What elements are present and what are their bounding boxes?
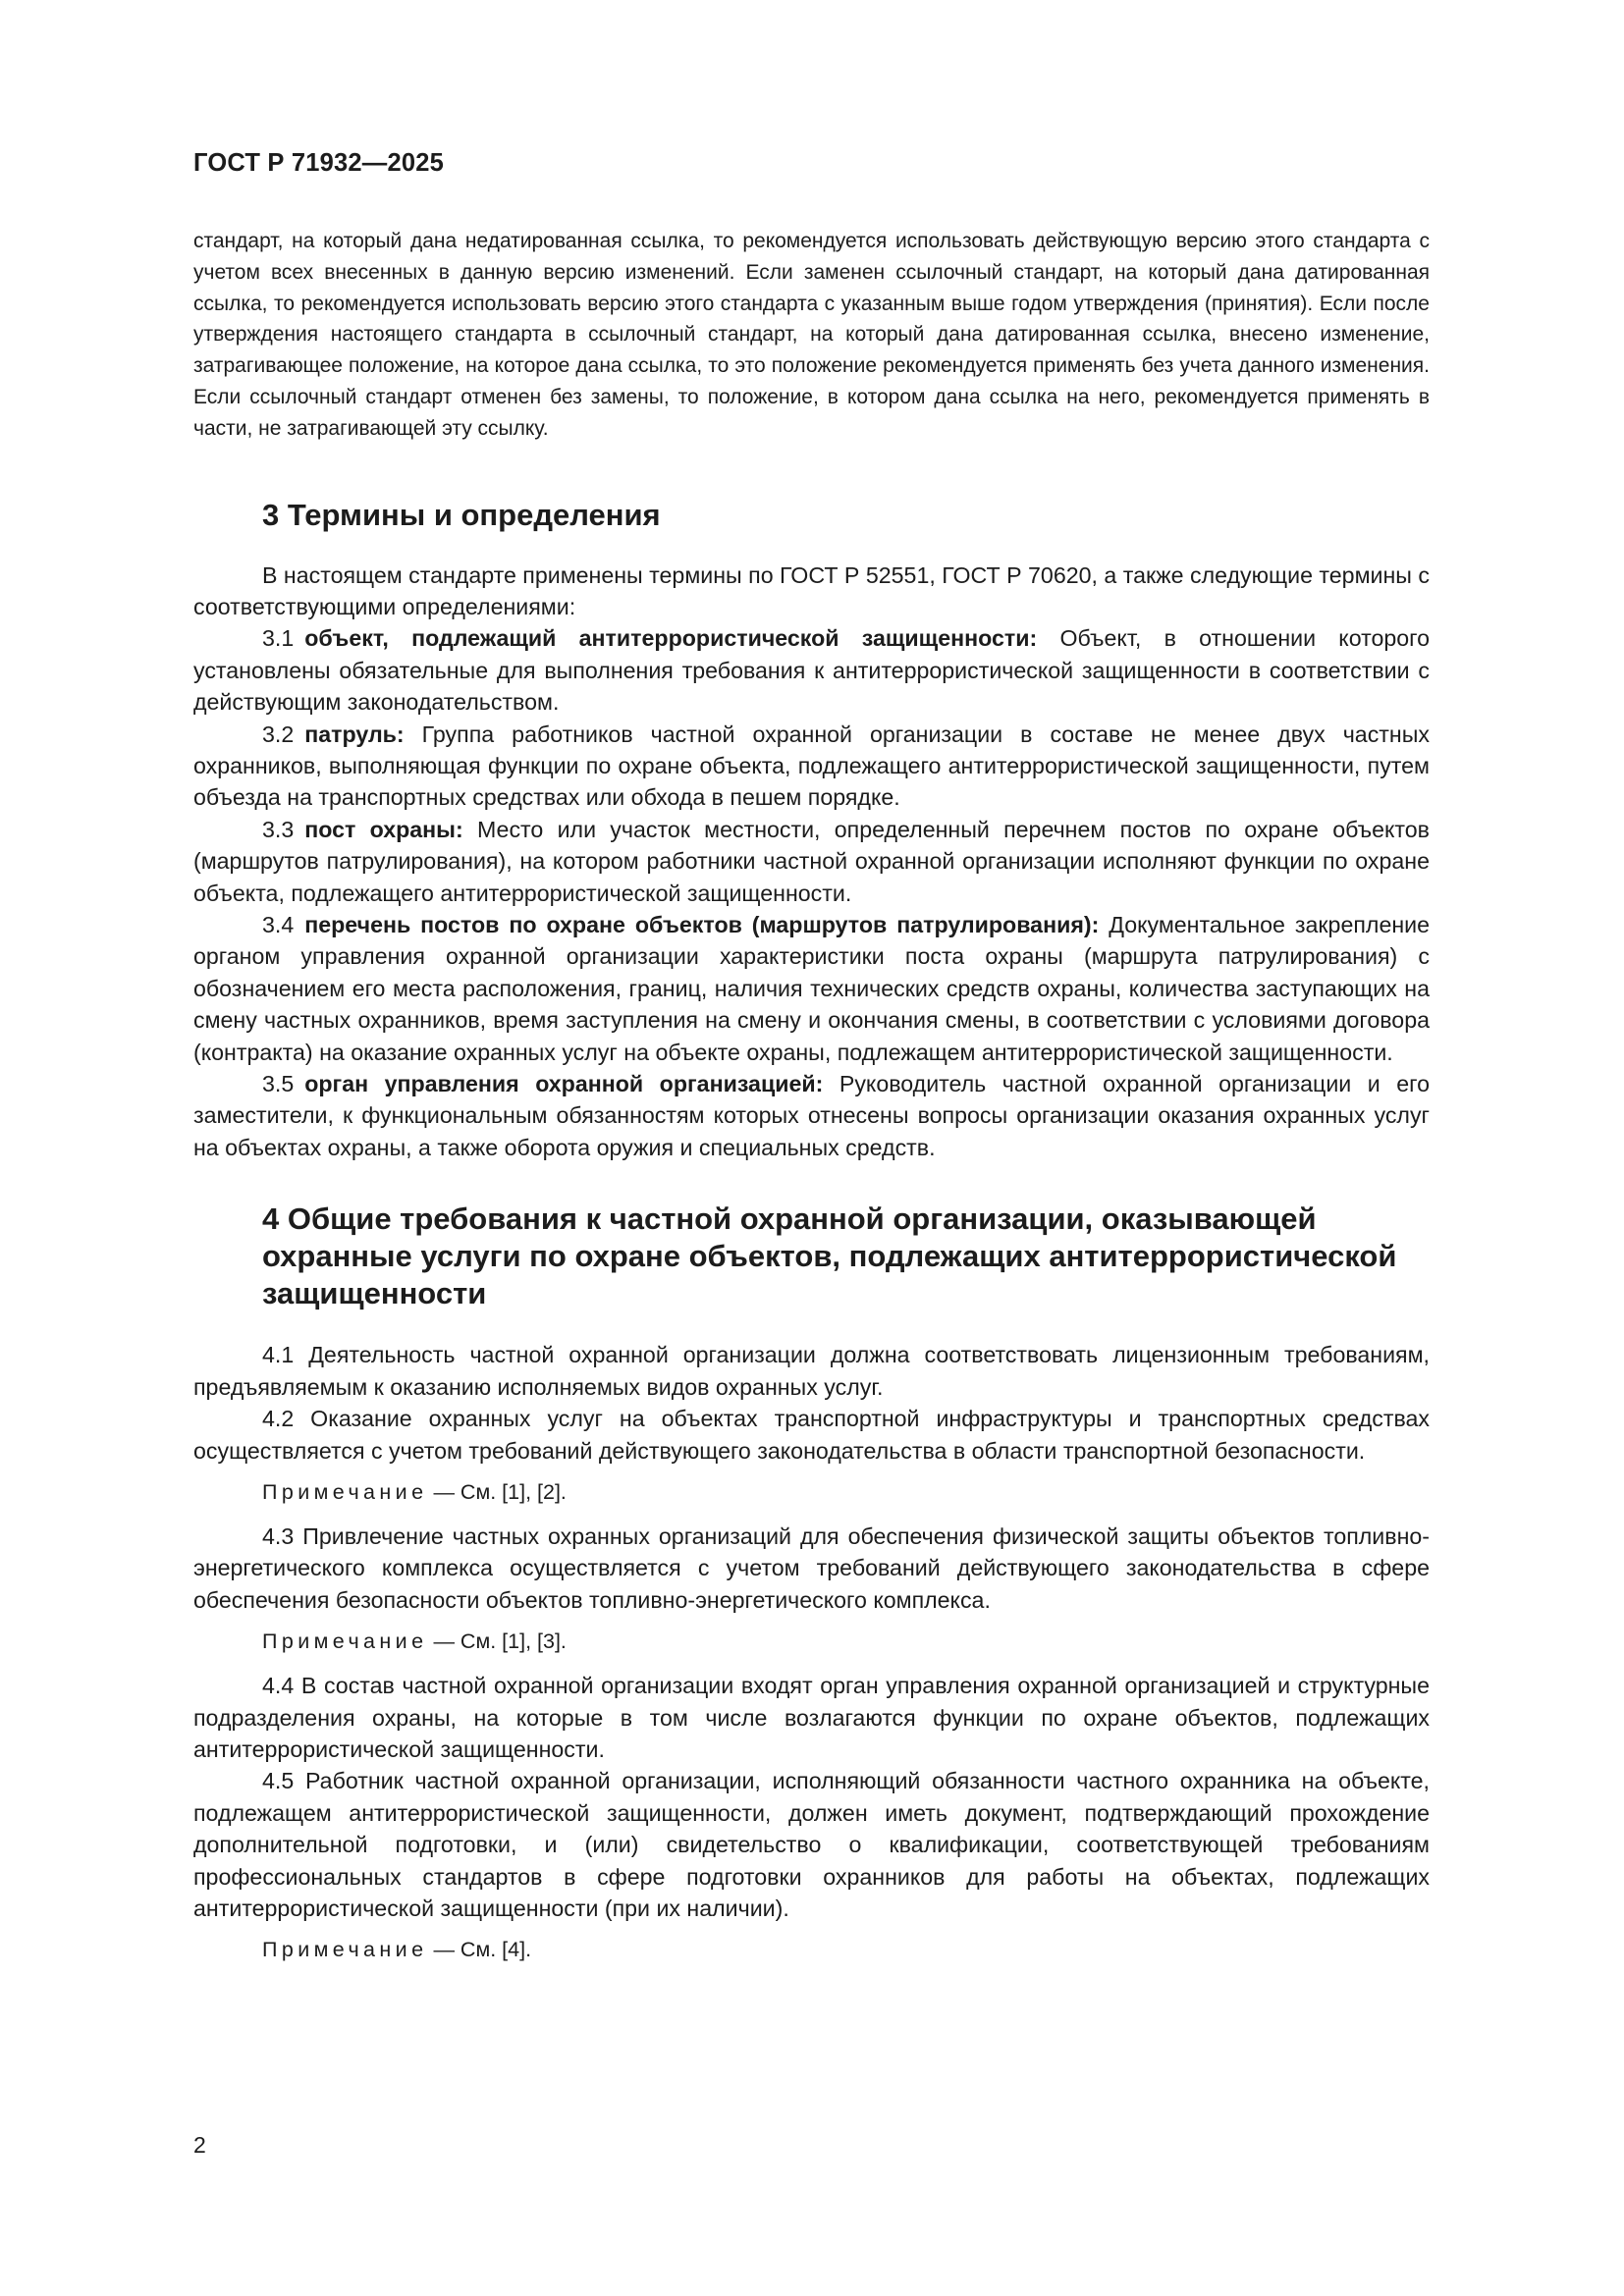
term-definition: Место или участок местности, определенный перечнем постов по охране объектов (маршрутов патрулирования), на котором работники частной охранной организации исполняют функции по охране объекта, подлежащего антитеррористической защищенности. [193,816,1430,906]
section-4-heading: 4 Общие требования к частной охранной организации, оказывающей охранные услуги по охране объектов, подлежащих антитеррористической защищенности [262,1201,1397,1311]
note-4-3 [193,1627,1430,1656]
note-reference: — См. [4]. [433,1938,532,1962]
section-3-intro: В настоящем стандарте применены термины по ГОСТ Р 52551, ГОСТ Р 70620, а также следующие термины с соответствующими определениями: [193,561,1430,619]
clause-4-1: 4.1 Деятельность частной охранной организации должна соответствовать лицензионным требованиям, предъявляемым к оказанию исполняемых видов охранных услуг. [193,1342,1430,1400]
term-name: орган управления охранной организацией: [304,1071,824,1097]
term-number: 3.2 [262,721,295,747]
note-4-2 [193,1477,1430,1507]
document-id-header: ГОСТ Р 71932—2025 [193,149,445,177]
term-3-3 [193,814,1430,909]
note-label: Примечание [262,1629,428,1654]
term-3-2 [193,719,1430,814]
term-number: 3.3 [262,816,295,842]
note-4-5 [193,1935,1430,1964]
term-number: 3.4 [262,912,295,938]
term-number: 3.5 [262,1071,295,1097]
continued-paragraph: стандарт, на который дана недатированная ссылка, то рекомендуется использовать действующую версию этого стандарта с учетом всех внесенных в данную версию изменений. Если заменен ссылочный стандарт, на который дана датированная ссылка, то рекомендуется использовать версию этого стандарта с указанным выше годом утверждения (принятия). Если после утверждения настоящего стандарта в ссылочный стандарт, на который дана датированная ссылка, внесено изменение, затрагивающее положение, на которое дана ссылка, то это положение рекомендуется применять без учета данного изменения. Если ссылочный стандарт отменен без замены, то положение, в котором дана ссылка на него, рекомендуется применять в части, не затрагивающей эту ссылку. [193,230,1430,440]
clause-4-3: 4.3 Привлечение частных охранных организаций для обеспечения физической защиты объектов топливно-энергетического комплекса осуществляется с учетом требований действующего законодательства в сфере обеспечения безопасности объектов топливно-энергетического комплекса. [193,1522,1430,1613]
clause-4-2: 4.2 Оказание охранных услуг на объектах транспортной инфраструктуры и транспортных средствах осуществляется с учетом требований действующего законодательства в области транспортной безопасности. [193,1406,1430,1464]
clause-4-5: 4.5 Работник частной охранной организации, исполняющий обязанности частного охранника на объекте, подлежащем антитеррористической защищенности, должен иметь документ, подтверждающий прохождение дополнительной подготовки, и (или) свидетельство о квалификации, соответствующей требованиям профессиональных стандартов в сфере подготовки охранников для работы на объектах, подлежащих антитеррористической защищенности (при их наличии). [193,1768,1430,1921]
clause-4-4: 4.4 В состав частной охранной организации входят орган управления охранной организацией и структурные подразделения охраны, на которые в том числе возлагаются функции по охране объектов, подлежащих антитеррористической защищенности. [193,1673,1430,1762]
note-reference: — См. [1], [3]. [433,1629,567,1654]
term-3-4 [193,909,1430,1068]
section-3-heading: 3 Термины и определения [262,497,661,532]
term-definition: Руководитель частной охранной организации и его заместители, к функциональным обязанностям которых отнесены вопросы организации оказания охранных услуг на объектах охраны, а также оборота оружия и специальных средств. [193,1071,1430,1160]
term-definition: Группа работников частной охранной организации в составе не менее двух частных охранников, выполняющая функции по охране объекта, подлежащего антитеррористической защищенности, путем объезда на транспортных средствах или обхода в пешем порядке. [193,721,1430,811]
term-name: патруль: [304,721,405,747]
term-3-1 [193,622,1430,718]
page-content [193,226,1430,1978]
term-definition: Объект, в отношении которого установлены обязательные для выполнения требования к антитеррористической защищенности в соответствии с действующим законодательством. [193,625,1430,716]
term-name: пост охраны: [304,816,463,842]
note-label: Примечание [262,1938,428,1962]
term-definition: Документальное закрепление органом управления охранной организации характеристики поста охраны (маршрута патрулирования) с обозначением его места расположения, границ, наличия технических средств охраны, количества заступающих на смену частных охранников, время заступления на смену и окончания смены, в соответствии с условиями договора (контракта) на оказание охранных услуг на объекте охраны, подлежащем антитеррористической защищенности. [193,912,1430,1065]
page-number: 2 [193,2132,206,2158]
note-reference: — См. [1], [2]. [433,1479,567,1504]
term-name: перечень постов по охране объектов (маршрутов патрулирования): [304,912,1100,938]
note-label: Примечание [262,1479,428,1504]
term-number: 3.1 [262,625,295,652]
term-name: объект, подлежащий антитеррористической защищенности: [304,625,1038,652]
term-3-5 [193,1068,1430,1163]
